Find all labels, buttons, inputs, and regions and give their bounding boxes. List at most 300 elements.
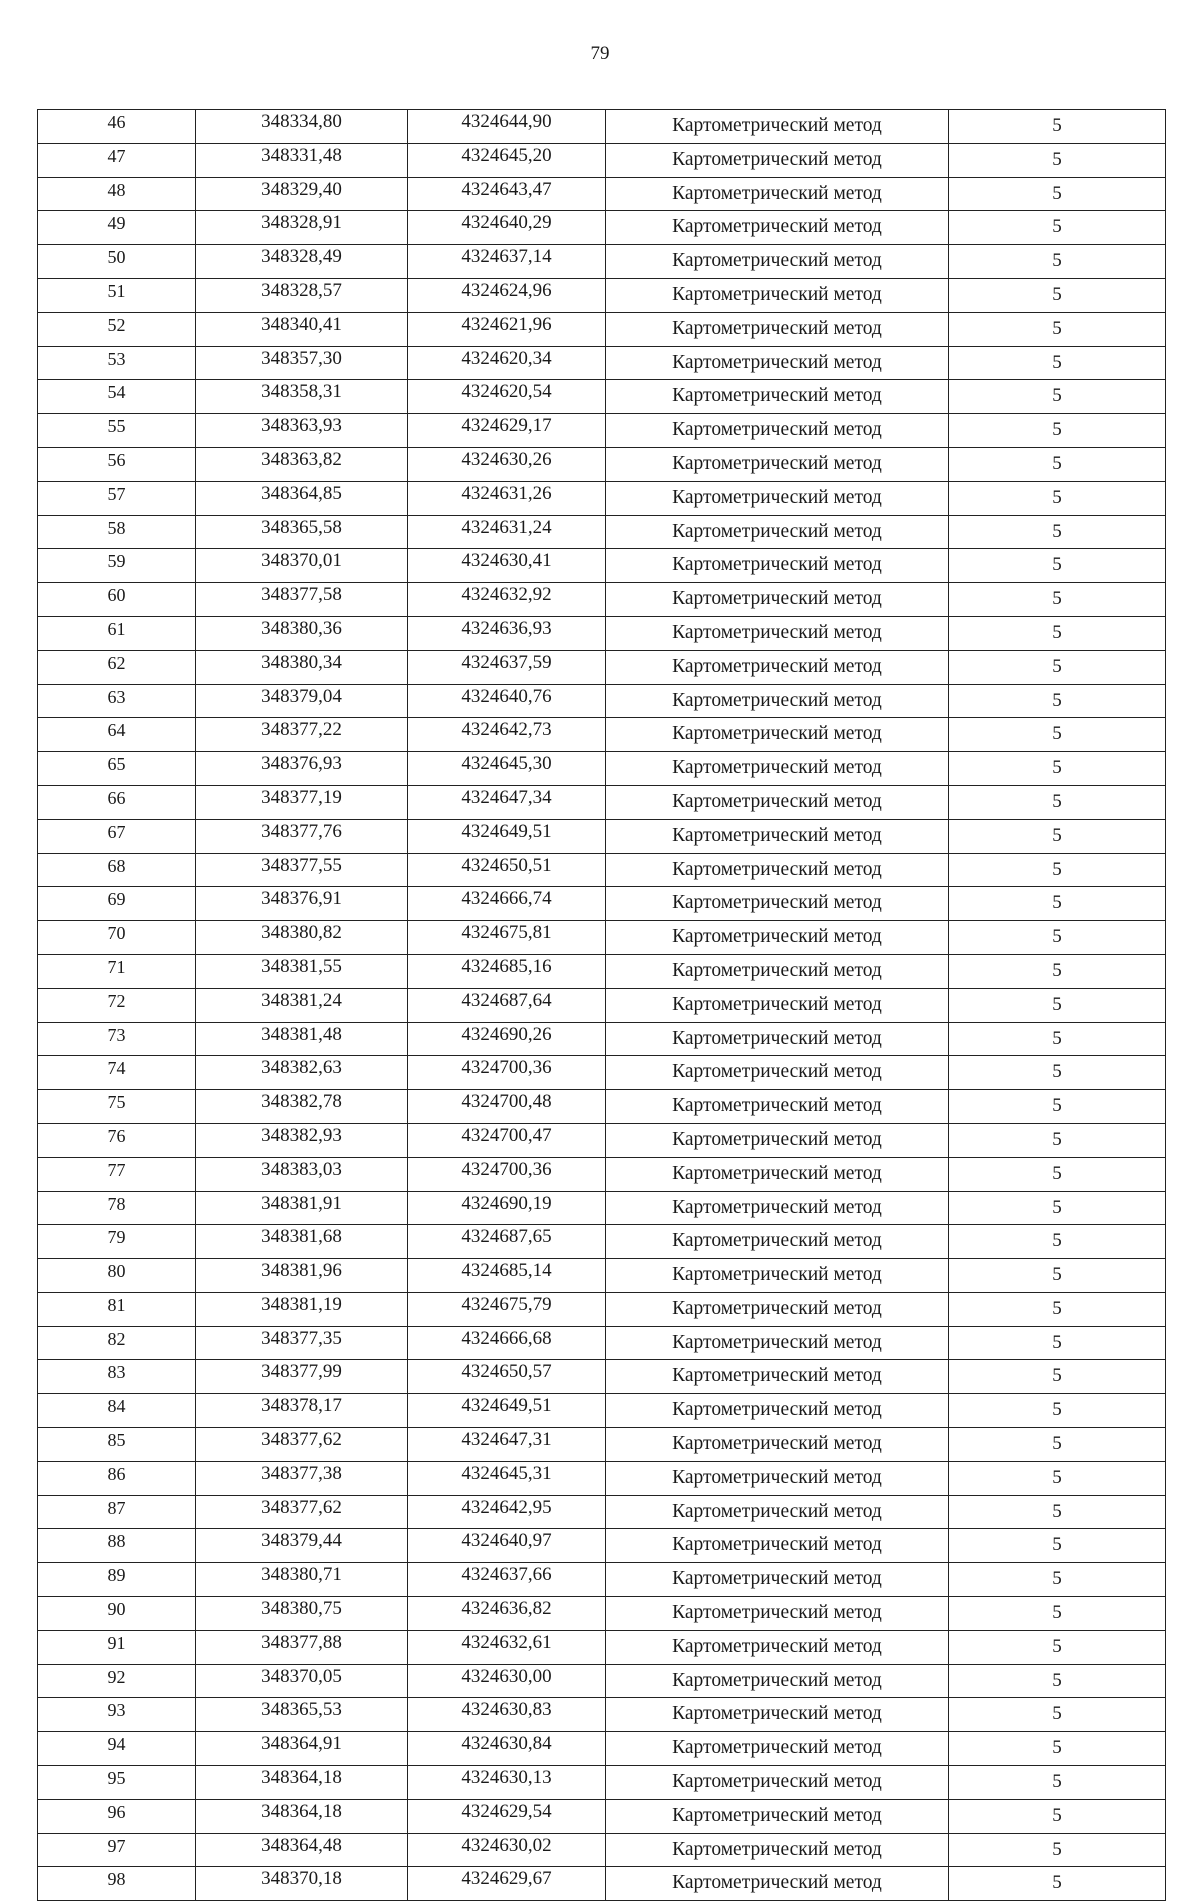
accuracy-cell: 5 — [949, 1056, 1166, 1090]
y-coordinate-cell: 4324630,02 — [408, 1833, 606, 1867]
accuracy-cell: 5 — [949, 1529, 1166, 1563]
table-row — [38, 1022, 1166, 1056]
y-coordinate-cell: 4324666,74 — [408, 887, 606, 921]
table-row — [38, 1597, 1166, 1631]
point-number-cell: 74 — [38, 1056, 196, 1090]
x-coordinate-cell: 348381,19 — [196, 1292, 408, 1326]
method-cell: Картометрический метод — [606, 177, 949, 211]
method-cell: Картометрический метод — [606, 1225, 949, 1259]
point-number-cell: 95 — [38, 1766, 196, 1800]
y-coordinate-cell: 4324666,68 — [408, 1326, 606, 1360]
table-row — [38, 380, 1166, 414]
method-cell: Картометрический метод — [606, 1732, 949, 1766]
x-coordinate-cell: 348382,63 — [196, 1056, 408, 1090]
accuracy-cell: 5 — [949, 684, 1166, 718]
x-coordinate-cell: 348383,03 — [196, 1157, 408, 1191]
y-coordinate-cell: 4324629,54 — [408, 1799, 606, 1833]
point-number-cell: 79 — [38, 1225, 196, 1259]
point-number-cell: 81 — [38, 1292, 196, 1326]
x-coordinate-cell: 348381,24 — [196, 988, 408, 1022]
method-cell: Картометрический метод — [606, 718, 949, 752]
accuracy-cell: 5 — [949, 1225, 1166, 1259]
table-row — [38, 1732, 1166, 1766]
table-row — [38, 143, 1166, 177]
point-number-cell: 71 — [38, 954, 196, 988]
point-number-cell: 98 — [38, 1867, 196, 1901]
table-row — [38, 684, 1166, 718]
method-cell: Картометрический метод — [606, 1698, 949, 1732]
accuracy-cell: 5 — [949, 853, 1166, 887]
table-row — [38, 312, 1166, 346]
y-coordinate-cell: 4324643,47 — [408, 177, 606, 211]
accuracy-cell: 5 — [949, 1833, 1166, 1867]
x-coordinate-cell: 348381,96 — [196, 1259, 408, 1293]
method-cell: Картометрический метод — [606, 1191, 949, 1225]
point-number-cell: 72 — [38, 988, 196, 1022]
accuracy-cell: 5 — [949, 887, 1166, 921]
point-number-cell: 52 — [38, 312, 196, 346]
table-row — [38, 718, 1166, 752]
point-number-cell: 54 — [38, 380, 196, 414]
x-coordinate-cell: 348328,57 — [196, 278, 408, 312]
point-number-cell: 91 — [38, 1630, 196, 1664]
point-number-cell: 89 — [38, 1563, 196, 1597]
accuracy-cell: 5 — [949, 1698, 1166, 1732]
table-row — [38, 1833, 1166, 1867]
x-coordinate-cell: 348370,01 — [196, 549, 408, 583]
x-coordinate-cell: 348364,48 — [196, 1833, 408, 1867]
table-row — [38, 1225, 1166, 1259]
coordinates-table-body — [38, 110, 1166, 1901]
table-row — [38, 650, 1166, 684]
method-cell: Картометрический метод — [606, 110, 949, 144]
point-number-cell: 50 — [38, 245, 196, 279]
method-cell: Картометрический метод — [606, 278, 949, 312]
accuracy-cell: 5 — [949, 1766, 1166, 1800]
page-number: 79 — [590, 43, 610, 64]
method-cell: Картометрический метод — [606, 921, 949, 955]
point-number-cell: 97 — [38, 1833, 196, 1867]
table-row — [38, 988, 1166, 1022]
y-coordinate-cell: 4324687,65 — [408, 1225, 606, 1259]
accuracy-cell: 5 — [949, 785, 1166, 819]
method-cell: Картометрический метод — [606, 1495, 949, 1529]
y-coordinate-cell: 4324637,66 — [408, 1563, 606, 1597]
table-row — [38, 414, 1166, 448]
point-number-cell: 69 — [38, 887, 196, 921]
table-row — [38, 1123, 1166, 1157]
x-coordinate-cell: 348364,18 — [196, 1799, 408, 1833]
accuracy-cell: 5 — [949, 1292, 1166, 1326]
point-number-cell: 70 — [38, 921, 196, 955]
point-number-cell: 68 — [38, 853, 196, 887]
table-row — [38, 1056, 1166, 1090]
method-cell: Картометрический метод — [606, 380, 949, 414]
accuracy-cell: 5 — [949, 1495, 1166, 1529]
accuracy-cell: 5 — [949, 143, 1166, 177]
x-coordinate-cell: 348380,75 — [196, 1597, 408, 1631]
y-coordinate-cell: 4324637,14 — [408, 245, 606, 279]
accuracy-cell: 5 — [949, 1664, 1166, 1698]
accuracy-cell: 5 — [949, 718, 1166, 752]
y-coordinate-cell: 4324629,67 — [408, 1867, 606, 1901]
y-coordinate-cell: 4324630,26 — [408, 447, 606, 481]
accuracy-cell: 5 — [949, 1157, 1166, 1191]
x-coordinate-cell: 348377,35 — [196, 1326, 408, 1360]
accuracy-cell: 5 — [949, 616, 1166, 650]
table-row — [38, 921, 1166, 955]
y-coordinate-cell: 4324630,83 — [408, 1698, 606, 1732]
x-coordinate-cell: 348377,55 — [196, 853, 408, 887]
method-cell: Картометрический метод — [606, 1461, 949, 1495]
point-number-cell: 93 — [38, 1698, 196, 1732]
y-coordinate-cell: 4324630,13 — [408, 1766, 606, 1800]
point-number-cell: 56 — [38, 447, 196, 481]
x-coordinate-cell: 348363,93 — [196, 414, 408, 448]
table-row — [38, 819, 1166, 853]
point-number-cell: 96 — [38, 1799, 196, 1833]
method-cell: Картометрический метод — [606, 312, 949, 346]
table-row — [38, 1428, 1166, 1462]
method-cell: Картометрический метод — [606, 211, 949, 245]
accuracy-cell: 5 — [949, 177, 1166, 211]
y-coordinate-cell: 4324636,93 — [408, 616, 606, 650]
table-row — [38, 954, 1166, 988]
y-coordinate-cell: 4324647,31 — [408, 1428, 606, 1462]
y-coordinate-cell: 4324685,14 — [408, 1259, 606, 1293]
x-coordinate-cell: 348380,36 — [196, 616, 408, 650]
y-coordinate-cell: 4324631,26 — [408, 481, 606, 515]
point-number-cell: 47 — [38, 143, 196, 177]
y-coordinate-cell: 4324644,90 — [408, 110, 606, 144]
method-cell: Картометрический метод — [606, 1867, 949, 1901]
table-row — [38, 1360, 1166, 1394]
table-row — [38, 346, 1166, 380]
method-cell: Картометрический метод — [606, 887, 949, 921]
method-cell: Картометрический метод — [606, 1157, 949, 1191]
point-number-cell: 64 — [38, 718, 196, 752]
table-row — [38, 1157, 1166, 1191]
x-coordinate-cell: 348363,82 — [196, 447, 408, 481]
accuracy-cell: 5 — [949, 954, 1166, 988]
point-number-cell: 94 — [38, 1732, 196, 1766]
accuracy-cell: 5 — [949, 1732, 1166, 1766]
table-row — [38, 1495, 1166, 1529]
point-number-cell: 85 — [38, 1428, 196, 1462]
method-cell: Картометрический метод — [606, 819, 949, 853]
x-coordinate-cell: 348365,53 — [196, 1698, 408, 1732]
accuracy-cell: 5 — [949, 380, 1166, 414]
table-row — [38, 481, 1166, 515]
point-number-cell: 77 — [38, 1157, 196, 1191]
point-number-cell: 51 — [38, 278, 196, 312]
point-number-cell: 75 — [38, 1090, 196, 1124]
point-number-cell: 65 — [38, 752, 196, 786]
x-coordinate-cell: 348381,91 — [196, 1191, 408, 1225]
x-coordinate-cell: 348380,82 — [196, 921, 408, 955]
table-row — [38, 245, 1166, 279]
accuracy-cell: 5 — [949, 515, 1166, 549]
method-cell: Картометрический метод — [606, 143, 949, 177]
x-coordinate-cell: 348328,91 — [196, 211, 408, 245]
y-coordinate-cell: 4324640,29 — [408, 211, 606, 245]
coordinates-table — [37, 109, 1166, 1901]
x-coordinate-cell: 348381,55 — [196, 954, 408, 988]
table-row — [38, 1191, 1166, 1225]
method-cell: Картометрический метод — [606, 583, 949, 617]
table-row — [38, 549, 1166, 583]
x-coordinate-cell: 348380,71 — [196, 1563, 408, 1597]
table-row — [38, 1664, 1166, 1698]
y-coordinate-cell: 4324650,51 — [408, 853, 606, 887]
y-coordinate-cell: 4324640,97 — [408, 1529, 606, 1563]
accuracy-cell: 5 — [949, 414, 1166, 448]
y-coordinate-cell: 4324700,36 — [408, 1157, 606, 1191]
accuracy-cell: 5 — [949, 583, 1166, 617]
method-cell: Картометрический метод — [606, 414, 949, 448]
y-coordinate-cell: 4324637,59 — [408, 650, 606, 684]
table-row — [38, 887, 1166, 921]
y-coordinate-cell: 4324700,47 — [408, 1123, 606, 1157]
accuracy-cell: 5 — [949, 819, 1166, 853]
method-cell: Картометрический метод — [606, 1529, 949, 1563]
y-coordinate-cell: 4324647,34 — [408, 785, 606, 819]
x-coordinate-cell: 348370,05 — [196, 1664, 408, 1698]
accuracy-cell: 5 — [949, 211, 1166, 245]
y-coordinate-cell: 4324700,48 — [408, 1090, 606, 1124]
method-cell: Картометрический метод — [606, 1597, 949, 1631]
method-cell: Картометрический метод — [606, 1259, 949, 1293]
y-coordinate-cell: 4324675,81 — [408, 921, 606, 955]
point-number-cell: 62 — [38, 650, 196, 684]
x-coordinate-cell: 348328,49 — [196, 245, 408, 279]
table-row — [38, 1394, 1166, 1428]
y-coordinate-cell: 4324624,96 — [408, 278, 606, 312]
accuracy-cell: 5 — [949, 921, 1166, 955]
table-row — [38, 447, 1166, 481]
table-row — [38, 110, 1166, 144]
accuracy-cell: 5 — [949, 650, 1166, 684]
method-cell: Картометрический метод — [606, 1090, 949, 1124]
point-number-cell: 88 — [38, 1529, 196, 1563]
table-row — [38, 278, 1166, 312]
y-coordinate-cell: 4324620,34 — [408, 346, 606, 380]
table-row — [38, 177, 1166, 211]
y-coordinate-cell: 4324630,84 — [408, 1732, 606, 1766]
point-number-cell: 83 — [38, 1360, 196, 1394]
accuracy-cell: 5 — [949, 1090, 1166, 1124]
point-number-cell: 82 — [38, 1326, 196, 1360]
point-number-cell: 90 — [38, 1597, 196, 1631]
table-row — [38, 616, 1166, 650]
accuracy-cell: 5 — [949, 1563, 1166, 1597]
x-coordinate-cell: 348377,38 — [196, 1461, 408, 1495]
point-number-cell: 66 — [38, 785, 196, 819]
method-cell: Картометрический метод — [606, 1022, 949, 1056]
accuracy-cell: 5 — [949, 1191, 1166, 1225]
table-row — [38, 1090, 1166, 1124]
accuracy-cell: 5 — [949, 1394, 1166, 1428]
table-row — [38, 1292, 1166, 1326]
method-cell: Картометрический метод — [606, 1056, 949, 1090]
x-coordinate-cell: 348377,62 — [196, 1495, 408, 1529]
y-coordinate-cell: 4324649,51 — [408, 819, 606, 853]
x-coordinate-cell: 348377,88 — [196, 1630, 408, 1664]
accuracy-cell: 5 — [949, 346, 1166, 380]
point-number-cell: 57 — [38, 481, 196, 515]
x-coordinate-cell: 348376,93 — [196, 752, 408, 786]
point-number-cell: 60 — [38, 583, 196, 617]
method-cell: Картометрический метод — [606, 684, 949, 718]
x-coordinate-cell: 348379,04 — [196, 684, 408, 718]
y-coordinate-cell: 4324690,26 — [408, 1022, 606, 1056]
y-coordinate-cell: 4324650,57 — [408, 1360, 606, 1394]
method-cell: Картометрический метод — [606, 1563, 949, 1597]
y-coordinate-cell: 4324642,73 — [408, 718, 606, 752]
x-coordinate-cell: 348358,31 — [196, 380, 408, 414]
method-cell: Картометрический метод — [606, 515, 949, 549]
table-row — [38, 515, 1166, 549]
y-coordinate-cell: 4324690,19 — [408, 1191, 606, 1225]
x-coordinate-cell: 348331,48 — [196, 143, 408, 177]
table-row — [38, 853, 1166, 887]
table-row — [38, 211, 1166, 245]
point-number-cell: 76 — [38, 1123, 196, 1157]
x-coordinate-cell: 348382,93 — [196, 1123, 408, 1157]
table-row — [38, 1867, 1166, 1901]
accuracy-cell: 5 — [949, 1597, 1166, 1631]
x-coordinate-cell: 348357,30 — [196, 346, 408, 380]
method-cell: Картометрический метод — [606, 1766, 949, 1800]
accuracy-cell: 5 — [949, 110, 1166, 144]
y-coordinate-cell: 4324630,41 — [408, 549, 606, 583]
point-number-cell: 48 — [38, 177, 196, 211]
y-coordinate-cell: 4324629,17 — [408, 414, 606, 448]
accuracy-cell: 5 — [949, 447, 1166, 481]
y-coordinate-cell: 4324645,30 — [408, 752, 606, 786]
point-number-cell: 58 — [38, 515, 196, 549]
table-row — [38, 1630, 1166, 1664]
y-coordinate-cell: 4324645,20 — [408, 143, 606, 177]
y-coordinate-cell: 4324687,64 — [408, 988, 606, 1022]
accuracy-cell: 5 — [949, 1428, 1166, 1462]
x-coordinate-cell: 348365,58 — [196, 515, 408, 549]
table-row — [38, 1326, 1166, 1360]
method-cell: Картометрический метод — [606, 1394, 949, 1428]
x-coordinate-cell: 348364,91 — [196, 1732, 408, 1766]
x-coordinate-cell: 348377,58 — [196, 583, 408, 617]
method-cell: Картометрический метод — [606, 549, 949, 583]
table-row — [38, 1698, 1166, 1732]
y-coordinate-cell: 4324621,96 — [408, 312, 606, 346]
accuracy-cell: 5 — [949, 549, 1166, 583]
table-row — [38, 1461, 1166, 1495]
accuracy-cell: 5 — [949, 1022, 1166, 1056]
x-coordinate-cell: 348340,41 — [196, 312, 408, 346]
method-cell: Картометрический метод — [606, 1664, 949, 1698]
method-cell: Картометрический метод — [606, 1123, 949, 1157]
point-number-cell: 46 — [38, 110, 196, 144]
method-cell: Картометрический метод — [606, 245, 949, 279]
point-number-cell: 67 — [38, 819, 196, 853]
x-coordinate-cell: 348377,76 — [196, 819, 408, 853]
y-coordinate-cell: 4324620,54 — [408, 380, 606, 414]
method-cell: Картометрический метод — [606, 853, 949, 887]
accuracy-cell: 5 — [949, 278, 1166, 312]
table-row — [38, 1799, 1166, 1833]
point-number-cell: 84 — [38, 1394, 196, 1428]
accuracy-cell: 5 — [949, 988, 1166, 1022]
accuracy-cell: 5 — [949, 1461, 1166, 1495]
point-number-cell: 86 — [38, 1461, 196, 1495]
y-coordinate-cell: 4324631,24 — [408, 515, 606, 549]
point-number-cell: 63 — [38, 684, 196, 718]
y-coordinate-cell: 4324630,00 — [408, 1664, 606, 1698]
x-coordinate-cell: 348381,48 — [196, 1022, 408, 1056]
table-row — [38, 583, 1166, 617]
y-coordinate-cell: 4324640,76 — [408, 684, 606, 718]
method-cell: Картометрический метод — [606, 616, 949, 650]
accuracy-cell: 5 — [949, 1867, 1166, 1901]
method-cell: Картометрический метод — [606, 1799, 949, 1833]
method-cell: Картометрический метод — [606, 1630, 949, 1664]
accuracy-cell: 5 — [949, 1123, 1166, 1157]
accuracy-cell: 5 — [949, 1259, 1166, 1293]
method-cell: Картометрический метод — [606, 752, 949, 786]
method-cell: Картометрический метод — [606, 785, 949, 819]
x-coordinate-cell: 348334,80 — [196, 110, 408, 144]
x-coordinate-cell: 348329,40 — [196, 177, 408, 211]
y-coordinate-cell: 4324632,92 — [408, 583, 606, 617]
accuracy-cell: 5 — [949, 245, 1166, 279]
x-coordinate-cell: 348376,91 — [196, 887, 408, 921]
table-row — [38, 1529, 1166, 1563]
accuracy-cell: 5 — [949, 481, 1166, 515]
point-number-cell: 80 — [38, 1259, 196, 1293]
y-coordinate-cell: 4324675,79 — [408, 1292, 606, 1326]
y-coordinate-cell: 4324645,31 — [408, 1461, 606, 1495]
x-coordinate-cell: 348382,78 — [196, 1090, 408, 1124]
point-number-cell: 53 — [38, 346, 196, 380]
point-number-cell: 59 — [38, 549, 196, 583]
table-row — [38, 785, 1166, 819]
point-number-cell: 78 — [38, 1191, 196, 1225]
method-cell: Картометрический метод — [606, 1428, 949, 1462]
table-row — [38, 1259, 1166, 1293]
x-coordinate-cell: 348364,85 — [196, 481, 408, 515]
y-coordinate-cell: 4324632,61 — [408, 1630, 606, 1664]
x-coordinate-cell: 348378,17 — [196, 1394, 408, 1428]
point-number-cell: 61 — [38, 616, 196, 650]
accuracy-cell: 5 — [949, 1799, 1166, 1833]
x-coordinate-cell: 348381,68 — [196, 1225, 408, 1259]
x-coordinate-cell: 348377,19 — [196, 785, 408, 819]
method-cell: Картометрический метод — [606, 988, 949, 1022]
method-cell: Картометрический метод — [606, 1833, 949, 1867]
y-coordinate-cell: 4324636,82 — [408, 1597, 606, 1631]
x-coordinate-cell: 348377,99 — [196, 1360, 408, 1394]
accuracy-cell: 5 — [949, 1630, 1166, 1664]
point-number-cell: 87 — [38, 1495, 196, 1529]
x-coordinate-cell: 348380,34 — [196, 650, 408, 684]
method-cell: Картометрический метод — [606, 346, 949, 380]
accuracy-cell: 5 — [949, 1326, 1166, 1360]
y-coordinate-cell: 4324685,16 — [408, 954, 606, 988]
x-coordinate-cell: 348377,22 — [196, 718, 408, 752]
point-number-cell: 73 — [38, 1022, 196, 1056]
method-cell: Картометрический метод — [606, 1292, 949, 1326]
method-cell: Картометрический метод — [606, 481, 949, 515]
